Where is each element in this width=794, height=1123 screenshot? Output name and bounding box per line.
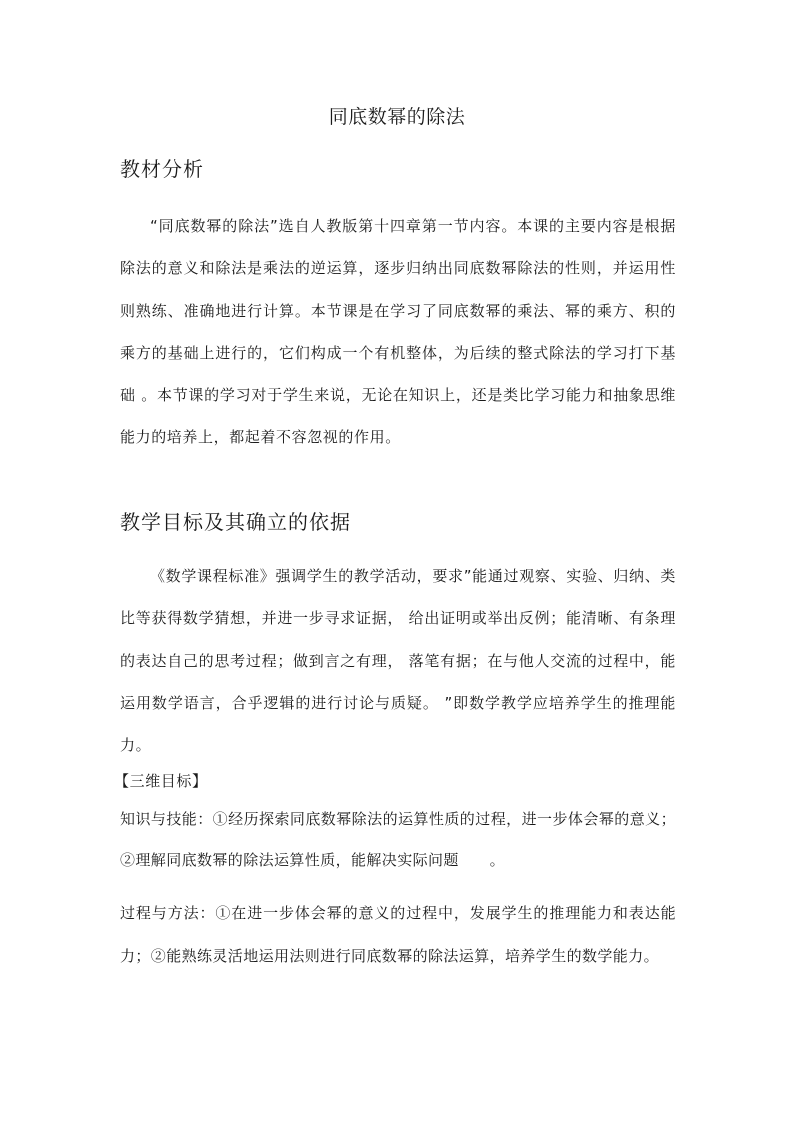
section-paragraph-textbook-analysis <box>120 205 676 459</box>
section-heading-teaching-goals: 教学目标及其确立的依据 <box>120 510 351 534</box>
goal-text: 知识与技能：①经历探索同底数幂除法的运算性质的过程，进一步体会幂的意义；②理解同底数幂的除法运算性质，能解决实际问题 。 <box>120 810 676 869</box>
goal-text: 过程与方法：①在进一步体会幂的意义的过程中，发展学生的推理能力和表达能力；②能熟练灵活地运用法则进行同底数幂的除法运算，培养学生的数学能力。 <box>120 904 676 965</box>
goal-knowledge-skills <box>120 799 676 881</box>
paragraph-text: “同底数幂的除法”选自人教版第十四章第一节内容。本课的主要内容是根据除法的意义和除法是乘法的逆运算，逐步归纳出同底数幂除法的性则，并运用性则熟练、准确地进行计算。本节课是在学习了同底数幂的乘法、幂的乘方、积的乘方的基础上进行的，它们构成一个有机整体，为后续的整式除法的学习打下基础 。本节课的学习对于学生来说，无论在知识上，还是类比学习能力和抽象思维能力的培养上，都起着不容忽视的作用。 <box>120 217 676 447</box>
page-title: 同底数幂的除法 <box>328 106 466 128</box>
three-dimensional-goals-label: 【三维目标】 <box>114 772 208 790</box>
goal-process-method <box>120 892 676 978</box>
section-paragraph-teaching-goals <box>120 555 676 766</box>
paragraph-text: 《数学课程标准》强调学生的教学活动，要求”能通过观察、实验、归纳、类比等获得数学猜想，并进一步寻求证据， 给出证明或举出反例；能清晰、有条理的表达自己的思考过程；做到言之有理， 落笔有据；在与他人交流的过程中，能运用数学语言，合乎逻辑的进行讨论与质疑。 ”即数学教学应培养学生的推理能力。 <box>120 567 676 755</box>
section-heading-textbook-analysis: 教材分析 <box>120 157 204 181</box>
